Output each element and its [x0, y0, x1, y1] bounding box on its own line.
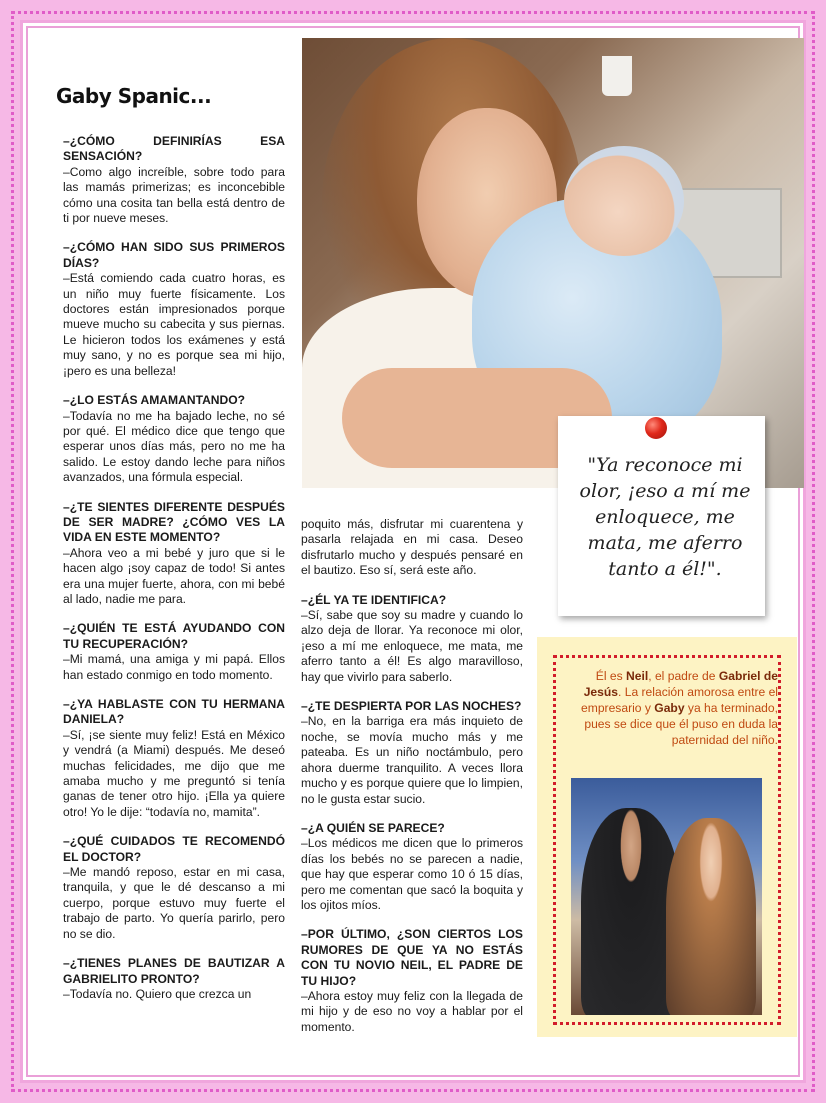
baby-head-shape	[564, 146, 684, 256]
question: –¿TE DESPIERTA POR LAS NOCHES?	[301, 699, 522, 714]
question: –¿LO ESTÁS AMAMANTANDO?	[63, 393, 246, 408]
question: –¿A QUIÉN SE PARECE?	[301, 820, 445, 835]
answer: –Está comiendo cada cuatro horas, es un niño muy fuerte físicamente. Los doctores están impresionados porque mueve mucho su cabecita y sus piernas. Le hicieron todos los exámenes y está muy sano, y no es porque sea mi hijo, ¡pero es una belleza!	[63, 271, 285, 378]
qa-item	[63, 393, 285, 485]
answer: –Todavía no me ha bajado leche, no sé por qué. El médico dice que tengo que esperar unos días más, pero no me ha salido. Le estoy dando leche para niños avanzados, una fórmula especial.	[63, 408, 285, 485]
question: –¿QUIÉN TE ESTÁ AYUDANDO CON TU RECUPERACIÓN?	[63, 621, 285, 651]
answer: –No, en la barriga era más inquieto de noche, se movía mucho más y me pateaba. Es un niño noctámbulo, pero ahora duerme tranquilito. A veces llora mucho y es porque quiere que lo limpien, no le gusta estar sucio.	[301, 714, 523, 806]
answer: –Sí, sabe que soy su madre y cuando lo alzo deja de llorar. Ya reconoce mi olor, ¡eso a mí me enloquece, me mata, me aferro tanto a él! Es algo maravilloso, hay que vivirlo para saberlo.	[301, 608, 523, 684]
question: –¿YA HABLASTE CON TU HERMANA DANIELA?	[63, 697, 285, 727]
qa-item	[301, 593, 523, 685]
article-column-1	[63, 134, 285, 1016]
qa-item	[301, 699, 523, 807]
qa-item	[63, 697, 285, 820]
answer: –Ahora estoy muy feliz con la llegada de mi hijo y de eso no voy a hablar por el momento.	[301, 988, 523, 1034]
couple-photo	[571, 778, 762, 1015]
qa-item	[301, 821, 523, 913]
pushpin-icon	[645, 417, 667, 439]
answer: poquito más, disfrutar mi cuarentena y pasarla relajada en mi casa. Deseo disfrutarlo mucho y después pensaré en el bautizo. Eso sí, será este año.	[301, 517, 523, 578]
answer: –Los médicos me dicen que lo primeros días los bebés no se parecen a nadie, que hay que esperar como 10 ó 15 días, pero me comentan que sacó la boquita y los ojitos míos.	[301, 836, 523, 912]
question: –¿ÉL YA TE IDENTIFICA?	[301, 592, 447, 607]
caption-text: . La relación amorosa entre el empresario y	[581, 685, 778, 715]
woman-shape	[666, 818, 756, 1015]
answer: –Todavía no. Quiero que crezca un	[63, 986, 252, 1001]
caption-name: Gabriel de Jesús	[583, 669, 778, 699]
answer: –Sí, ¡se siente muy feliz! Está en México y vendrá (a Miami) después. Me deseó muchas felicidades, me dijo que me amaba mucho y me preguntó si tenía ganas de tener otro hijo. ¡Ella ya quiere otro! Yo le dije: “todavía no, mamita”.	[63, 727, 285, 819]
question: –¿CÓMO HAN SIDO SUS PRIMEROS DÍAS?	[63, 240, 285, 270]
cup-shape	[602, 56, 632, 96]
qa-item	[301, 927, 523, 1035]
question: –¿TIENES PLANES DE BAUTIZAR A GABRIELITO PRONTO?	[63, 956, 285, 986]
qa-item	[63, 834, 285, 942]
qa-item	[63, 621, 285, 683]
answer: –Ahora veo a mi bebé y juro que si le hacen algo ¡soy capaz de todo! Si antes era una mujer fuerte, ahora, con mi bebé al lado, nadie me para.	[63, 545, 285, 606]
article-heading: Gaby Spanic...	[56, 84, 212, 108]
pull-quote: "Ya reconoce mi olor, ¡eso a mí me enloquece, me mata, me aferro tanto a él!".	[579, 454, 751, 580]
photo-caption	[568, 668, 778, 748]
caption-text: , el padre de	[648, 669, 719, 683]
qa-item	[63, 500, 285, 608]
qa-item	[63, 240, 285, 379]
question: –¿TE SIENTES DIFERENTE DESPUÉS DE SER MADRE? ¿CÓMO VES LA VIDA EN ESTE MOMENTO?	[63, 499, 285, 545]
article-column-2	[301, 517, 523, 1049]
answer: –Me mandó reposo, estar en mi casa, tranquila, y que le dé descanso a mi cuerpo, porque estuvo muy fuerte el trabajo de parto. Yo quería parirlo, pero no se dio.	[63, 865, 285, 941]
question: –POR ÚLTIMO, ¿SON CIERTOS LOS RUMORES DE QUE YA NO ESTÁS CON TU NOVIO NEIL, EL PADRE DE TU HIJO?	[301, 927, 523, 988]
caption-text: ya ha terminado, pues se dice que él puso en duda la paternidad del niño.	[584, 701, 778, 747]
question: –¿CÓMO DEFINIRÍAS ESA SENSACIÓN?	[63, 134, 285, 164]
answer: –Como algo increíble, sobre todo para las mamás primerizas; es inconcebible cómo una cosita tan bella está dentro de ti por nueve meses.	[63, 164, 285, 226]
question: –¿QUÉ CUIDADOS TE RECOMENDÓ EL DOCTOR?	[63, 834, 285, 864]
qa-item	[63, 134, 285, 226]
caption-name: Gaby	[654, 701, 685, 715]
answer: –Mi mamá, una amiga y mi papá. Ellos han estado conmigo en todo momento.	[63, 652, 285, 682]
qa-item	[301, 517, 523, 579]
caption-name: Neil	[626, 669, 649, 683]
caption-text: Él es	[595, 669, 627, 683]
qa-item	[63, 956, 285, 1002]
